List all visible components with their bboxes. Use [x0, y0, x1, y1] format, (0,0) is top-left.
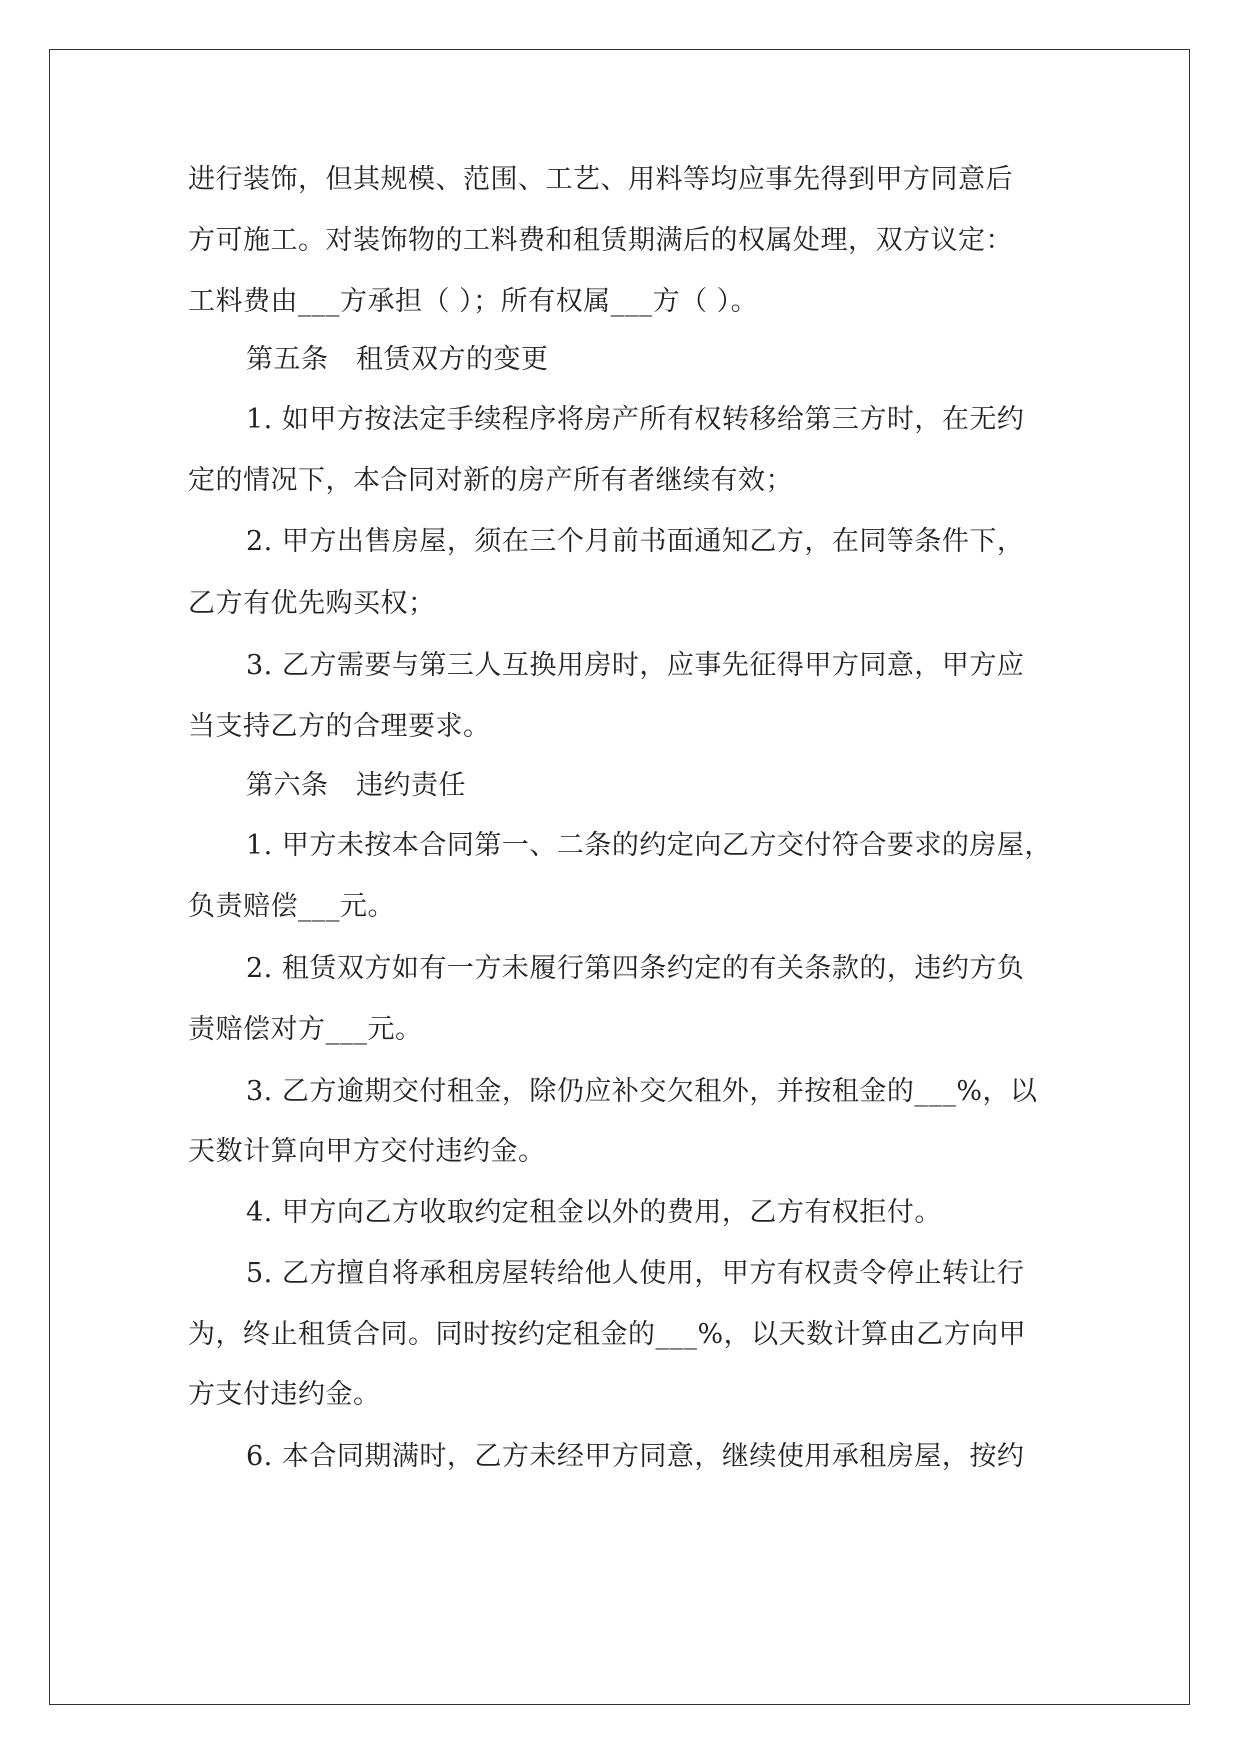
text-line: 1. 甲方未按本合同第一、二条的约定向乙方交付符合要求的房屋， [246, 830, 1052, 861]
text-line: 定的情况下，本合同对新的房产所有者继续有效； [188, 465, 793, 496]
text-line: 工料费由___方承担（ ）；所有权属___方（ ）。 [188, 286, 759, 317]
text-line: 进行装饰，但其规模、范围、工艺、用料等均应事先得到甲方同意后 [188, 164, 1013, 195]
text-line: 6. 本合同期满时，乙方未经甲方同意，继续使用承租房屋，按约 [246, 1441, 1025, 1472]
section-heading: 第五条 租赁双方的变更 [246, 344, 549, 375]
text-line: 为，终止租赁合同。同时按约定租金的___%，以天数计算由乙方向甲 [188, 1319, 1027, 1350]
section-heading: 第六条 违约责任 [246, 770, 466, 801]
text-line: 方可施工。对装饰物的工料费和租赁期满后的权属处理，双方议定： [188, 225, 1013, 256]
text-line: 2. 租赁双方如有一方未履行第四条约定的有关条款的，违约方负 [246, 953, 1025, 984]
text-line: 4. 甲方向乙方收取约定租金以外的费用，乙方有权拒付。 [246, 1197, 942, 1228]
text-line: 1. 如甲方按法定手续程序将房产所有权转移给第三方时，在无约 [246, 404, 1025, 435]
text-line: 3. 乙方逾期交付租金，除仍应补交欠租外，并按租金的___%，以 [246, 1076, 1038, 1107]
text-line: 5. 乙方擅自将承租房屋转给他人使用，甲方有权责令停止转让行 [246, 1258, 1025, 1289]
text-line: 2. 甲方出售房屋，须在三个月前书面通知乙方，在同等条件下， [246, 526, 1025, 557]
text-line: 3. 乙方需要与第三人互换用房时，应事先征得甲方同意，甲方应 [246, 650, 1025, 681]
text-line: 负责赔偿___元。 [188, 891, 395, 922]
text-line: 乙方有优先购买权； [188, 588, 436, 619]
text-line: 方支付违约金。 [188, 1379, 381, 1410]
text-line: 责赔偿对方___元。 [188, 1014, 423, 1045]
text-line: 当支持乙方的合理要求。 [188, 711, 491, 742]
text-line: 天数计算向甲方交付违约金。 [188, 1136, 546, 1167]
